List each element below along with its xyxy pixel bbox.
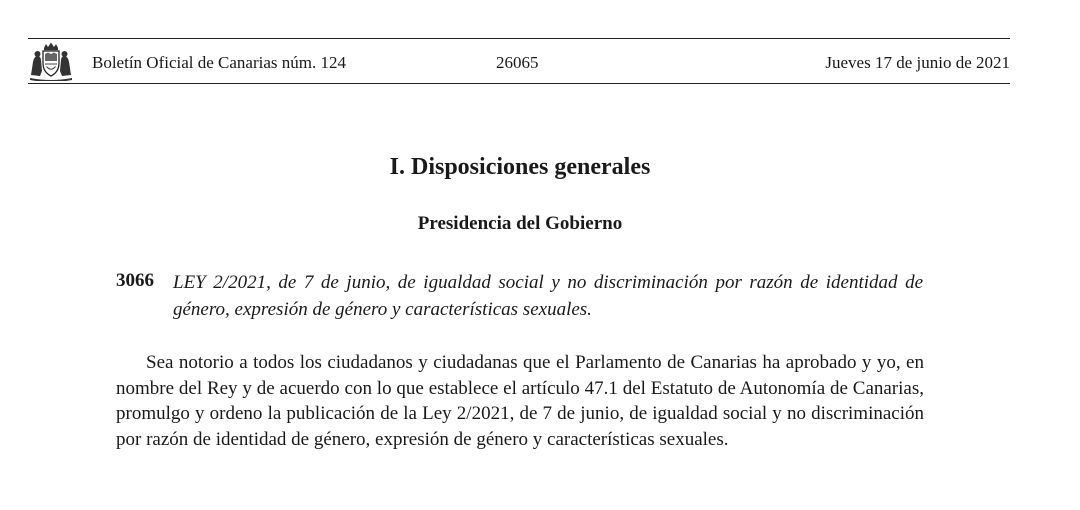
- coat-of-arms-icon: [28, 41, 74, 81]
- publication-title: Boletín Oficial de Canarias núm. 124: [92, 53, 346, 72]
- body-paragraph: Sea notorio a todos los ciudadanos y ciudadanas que el Parlamento de Canarias ha aprobado y yo, en nombre del Rey y de acuerdo con lo que establece el artículo 47.1 del Estatuto de Autonomía de Canarias, promulgo y ordeno la publicación de la Ley 2/2021, de 7 de junio, de igualdad social y no discriminación por razón de identidad de género, expresión de género y características sexuales.: [116, 352, 924, 450]
- department-heading: Presidencia del Gobierno: [417, 213, 623, 234]
- law-title: LEY 2/2021, de 7 de junio, de igualdad social y no discriminación por razón de identidad de género, expresión de género y características sexuales.: [173, 272, 923, 320]
- page-number: 26065: [496, 53, 539, 72]
- law-number: 3066: [116, 270, 154, 291]
- publication-date: Jueves 17 de junio de 2021: [825, 53, 1010, 72]
- header-top-rule: [28, 38, 1010, 39]
- header-bottom-rule: [28, 83, 1010, 84]
- section-heading: I. Disposiciones generales: [389, 154, 651, 180]
